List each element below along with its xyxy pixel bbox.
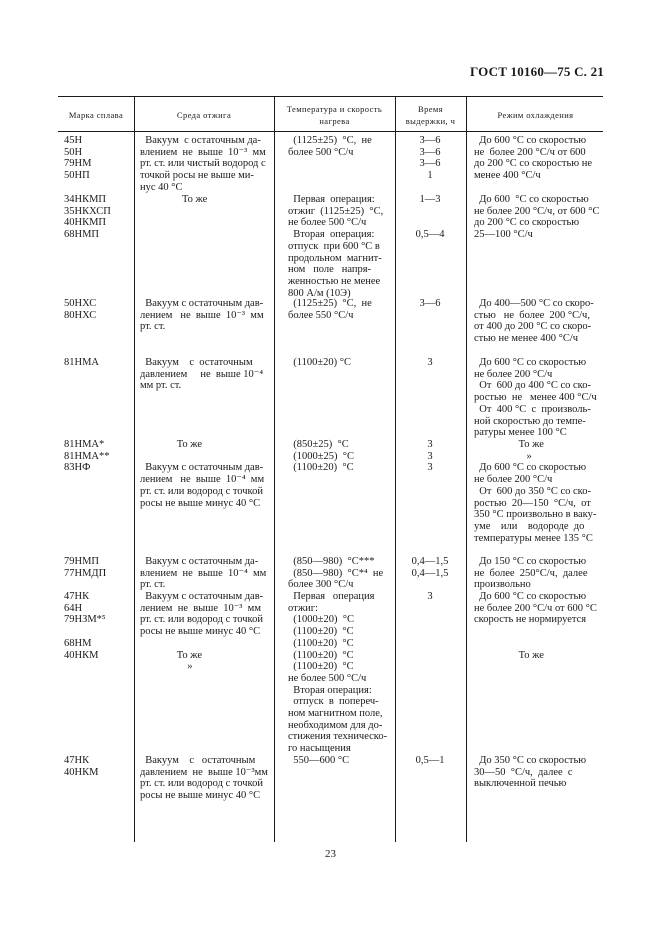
table-cell-cooling: До 400—500 °С со скоро- стью не более 200 °С/ч, от 400 до 200 °С со скоро- стью не менее 400 °С/ч <box>474 298 594 345</box>
table-cell-cooling: До 350 °С со скоростью 30—50 °С/ч, далее с выключенной печью <box>474 755 587 790</box>
page-number: 23 <box>325 848 336 860</box>
table-cell-heating: (1125±25) °С, не более 550 °С/ч <box>288 298 372 321</box>
table-cell-cooling: То же » До 600 °С со скоростью не более 200 °С/ч От 600 до 350 °С со ско- ростью 20—150 °С/ч, от 350 °С произвольно в ваку- уме или водороде до температуры менее 135 °С <box>474 439 597 544</box>
table-cell-grade: 81НМА <box>64 357 100 368</box>
table-cell-heating: (1100±20) °С <box>288 357 351 368</box>
table-cell-medium: Вакуум с остаточным дав- лением не выше 10⁻³ мм рт. ст. <box>140 298 264 333</box>
table-cell-time: 3—6 3—6 3—6 1 <box>419 135 441 182</box>
table-cell-heating: (850—980) °С*** (850—980) °С*⁴ не более 300 °С/ч <box>288 556 384 591</box>
table-cell-heating: 550—600 °С <box>288 755 350 766</box>
table-cell-heating: Первая операция: отжиг (1125±25) °С, не более 500 °С/ч Вторая операция: отпуск при 600 °С в продольном магнит- ном поле напря- женностью не менее 800 А/м (10Э) <box>288 194 384 299</box>
table-cell-grade: 50НХС 80НХС <box>64 298 97 321</box>
table-cell-time: 3 <box>427 591 433 602</box>
table-cell-grade: 34НКМП 35НКХСП 40НКМП 68НМП <box>64 194 111 241</box>
column-divider <box>274 96 275 842</box>
table-cell-time: 1—3 0,5—4 <box>415 194 445 241</box>
table-cell-grade: 45Н 50Н 79НМ 50НП <box>64 135 92 182</box>
table-cell-time: 3—6 <box>419 298 441 309</box>
table-cell-medium: Вакуум с остаточным да- влением не выше 10⁻⁴ мм рт. ст. <box>140 556 267 591</box>
table-cell-medium: Вакуум с остаточным да- влением не выше 10⁻³ мм рт. ст. или чистый водород с точкой росы не выше ми- нус 40 °С <box>140 135 266 193</box>
column-header-grade: Марка сплава <box>68 110 124 120</box>
table-cell-cooling: До 150 °С со скоростью не более 250°С/ч, далее произвольно <box>474 556 588 591</box>
table-cell-heating: (1125±25) °С, не более 500 °С/ч <box>288 135 372 158</box>
table-top-rule <box>58 96 603 97</box>
table-cell-time: 0,5—1 <box>415 755 445 766</box>
table-cell-cooling: До 600 °С со скоростью не более 200 °С/ч, от 600 °С до 200 °С со скоростью 25—100 °С/ч <box>474 194 600 241</box>
table-cell-medium: То же Вакуум с остаточным дав- лением не выше 10⁻⁴ мм рт. ст. или водород с точкой росы не выше минус 40 °С <box>140 439 265 509</box>
table-cell-cooling: До 600 °С со скоростью не более 200 °С/ч от 600 °С скорость не нормируется То же <box>474 591 597 661</box>
table-cell-cooling: До 600 °С со скоростью не более 200 °С/ч от 600 до 200 °С со скоростью не менее 400 °С/ч <box>474 135 592 182</box>
table-cell-time: 0,4—1,5 0,4—1,5 <box>411 556 449 579</box>
table-cell-medium: То же <box>140 194 208 205</box>
table-cell-grade: 47НК 64Н 79НЗМ*⁵ 68НМ 40НКМ <box>64 591 106 661</box>
table-cell-medium: Вакуум с остаточным дав- лением не выше 10⁻³ мм рт. ст. или водород с точкой росы не выше минус 40 °С То же » <box>140 591 264 673</box>
column-header-medium: Среда отжига <box>176 110 232 120</box>
table-cell-medium: Вакуум с остаточным давлением не выше 10⁻³мм рт. ст. или водород с точкой росы не выше минус 40 °С <box>140 755 268 802</box>
table-cell-cooling: До 600 °С со скоростью не более 200 °С/ч От 600 до 400 °С со ско- ростью не менее 400 °С/ч От 400 °С с произволь- ной скоростью до темпе- ратуры менее 100 °С <box>474 357 597 439</box>
table-cell-grade: 47НК 40НКМ <box>64 755 99 778</box>
column-divider <box>395 96 396 842</box>
table-cell-heating: Первая операция отжиг: (1000±20) °С (1100±20) °С (1100±20) °С (1100±20) °С (1100±20) °С не более 500 °С/ч Вторая операция: отпуск в попереч- ном магнитном поле, необходимом для до- стижения техническо- го насыщения <box>288 591 388 755</box>
table-cell-medium: Вакуум с остаточным давлением не выше 10⁻⁴ мм рт. ст. <box>140 357 264 392</box>
column-divider <box>134 96 135 842</box>
table-cell-time: 3 3 3 <box>427 439 433 474</box>
table-cell-time: 3 <box>427 357 433 368</box>
table-cell-grade: 81НМА* 81НМА** 83НФ <box>64 439 110 474</box>
table-cell-heating: (850±25) °С (1000±25) °С (1100±20) °С <box>293 439 354 474</box>
table-header-rule <box>58 131 603 132</box>
column-header-heating: Температура и скорость нагрева <box>286 104 383 126</box>
column-header-time: Время выдержки, ч <box>405 104 456 126</box>
column-header-cooling: Режим охлаждения <box>497 110 574 120</box>
table-cell-grade: 79НМП 77НМДП <box>64 556 107 579</box>
column-divider <box>466 96 467 842</box>
document-header: ГОСТ 10160—75 С. 21 <box>470 64 604 79</box>
